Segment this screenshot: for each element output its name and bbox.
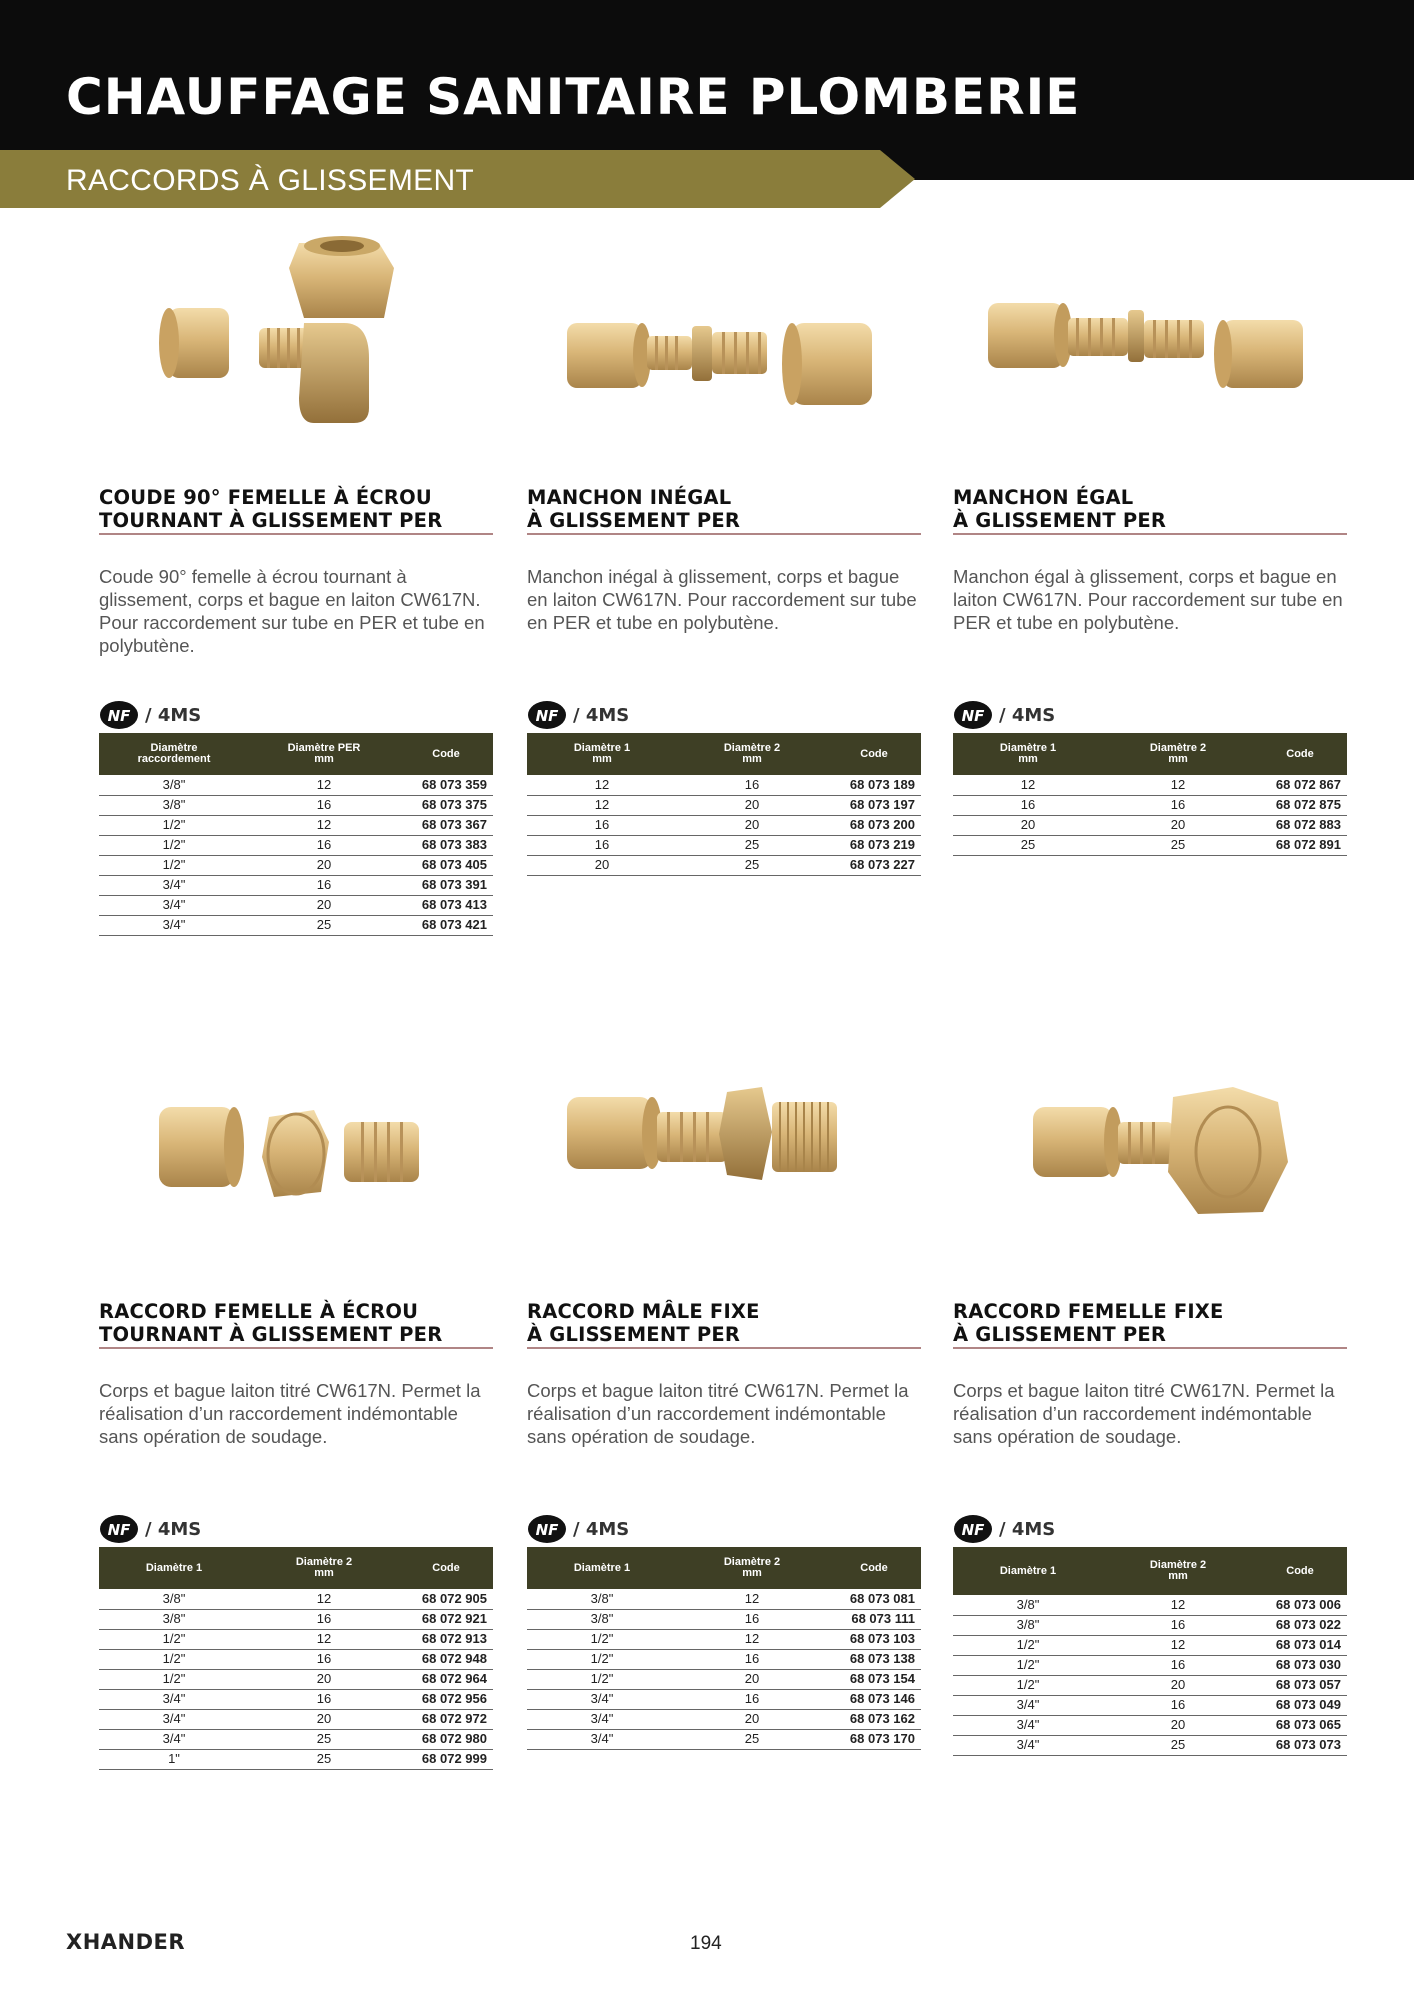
product-title: RACCORD FEMELLE À ÉCROU TOURNANT À GLISSEMENT PER <box>99 1300 443 1346</box>
table-header-row <box>99 1547 493 1589</box>
title-rule <box>527 1347 921 1349</box>
table-row: 1/2" 12 68 073 367 <box>99 815 493 835</box>
table-row: 3/4" 20 68 073 065 <box>953 1715 1347 1735</box>
table-row: 20 25 68 073 227 <box>527 855 921 875</box>
table-row: 1/2" 20 68 073 057 <box>953 1675 1347 1695</box>
table-row: 1" 25 68 072 999 <box>99 1749 493 1769</box>
table-row: 1/2" 20 68 072 964 <box>99 1669 493 1689</box>
product-photo-equal-coupling <box>953 228 1347 458</box>
table-row: 1/2" 16 68 073 138 <box>527 1649 921 1669</box>
table-row: 3/4" 16 68 072 956 <box>99 1689 493 1709</box>
table-row: 3/4" 25 68 072 980 <box>99 1729 493 1749</box>
certification: NF / 4MS <box>953 1514 1055 1544</box>
nf-logo <box>99 700 139 730</box>
product-title: COUDE 90° FEMELLE À ÉCROU TOURNANT À GLISSEMENT PER <box>99 486 443 532</box>
product-title: MANCHON ÉGAL À GLISSEMENT PER <box>953 486 1167 532</box>
svg-text:NF: NF <box>961 1521 985 1539</box>
product-description: Manchon égal à glissement, corps et bague en laiton CW617N. Pour raccordement sur tube en PER et tube en polybutène. <box>953 566 1343 633</box>
column-header: Diamètre 2 mm <box>677 1547 827 1589</box>
table-row: 3/4" 25 68 073 421 <box>99 915 493 935</box>
spec-table <box>527 1547 921 1750</box>
spec-table <box>953 733 1347 856</box>
column-header: Code <box>399 1547 493 1589</box>
product-photo-male-fitting <box>527 1042 921 1272</box>
column-header: Diamètre 1 <box>527 1547 677 1589</box>
svg-text:NF: NF <box>961 707 985 725</box>
table-header-row <box>953 1547 1347 1595</box>
table-row: 16 25 68 073 219 <box>527 835 921 855</box>
table-row: 3/8" 16 68 073 111 <box>527 1609 921 1629</box>
table-row: 3/8" 12 68 072 905 <box>99 1589 493 1609</box>
table-row: 1/2" 12 68 072 913 <box>99 1629 493 1649</box>
column-header: Diamètre PER mm <box>249 733 399 775</box>
product-description: Corps et bague laiton titré CW617N. Permet la réalisation d’un raccordement indémontable sans opération de soudage. <box>953 1380 1335 1447</box>
table-row: 3/4" 16 68 073 146 <box>527 1689 921 1709</box>
table-header-row <box>99 733 493 775</box>
table-header-row <box>527 1547 921 1589</box>
column-header: Code <box>827 1547 921 1589</box>
page-number: 194 <box>690 1933 722 1954</box>
table-row: 1/2" 20 68 073 405 <box>99 855 493 875</box>
spec-table <box>99 1547 493 1770</box>
certification: NF / 4MS <box>527 700 629 730</box>
brand-logo: XHANDER <box>66 1930 186 1954</box>
table-row: 16 20 68 073 200 <box>527 815 921 835</box>
product-title: RACCORD FEMELLE FIXE À GLISSEMENT PER <box>953 1300 1224 1346</box>
svg-text:NF: NF <box>107 707 131 725</box>
column-header: Code <box>1253 733 1347 775</box>
table-row: 3/4" 25 68 073 170 <box>527 1729 921 1749</box>
spec-table <box>99 733 493 936</box>
column-header: Diamètre 1 mm <box>953 733 1103 775</box>
title-rule <box>99 533 493 535</box>
product-card <box>99 1042 493 1772</box>
nf-logo <box>99 1514 139 1544</box>
spec-table <box>527 733 921 876</box>
table-row: 3/4" 20 68 073 162 <box>527 1709 921 1729</box>
column-header: Diamètre 1 <box>953 1547 1103 1595</box>
table-row: 3/8" 16 68 073 375 <box>99 795 493 815</box>
table-row: 20 20 68 072 883 <box>953 815 1347 835</box>
section-title: RACCORDS À GLISSEMENT <box>66 164 475 197</box>
product-card <box>953 228 1347 938</box>
table-row: 1/2" 16 68 073 030 <box>953 1655 1347 1675</box>
product-description: Corps et bague laiton titré CW617N. Permet la réalisation d’un raccordement indémontable sans opération de soudage. <box>527 1380 909 1447</box>
column-header: Diamètre 2 mm <box>1103 1547 1253 1595</box>
table-row: 3/4" 20 68 072 972 <box>99 1709 493 1729</box>
table-row: 1/2" 20 68 073 154 <box>527 1669 921 1689</box>
nf-logo <box>953 700 993 730</box>
product-photo-female-swivel-fitting <box>99 1042 493 1272</box>
nf-logo <box>527 1514 567 1544</box>
table-row: 1/2" 12 68 073 103 <box>527 1629 921 1649</box>
table-row: 12 20 68 073 197 <box>527 795 921 815</box>
column-header: Diamètre 1 mm <box>527 733 677 775</box>
title-rule <box>953 533 1347 535</box>
column-header: Diamètre 2 mm <box>1103 733 1253 775</box>
certification: NF / 4MS <box>99 700 201 730</box>
product-photo-elbow <box>99 228 493 458</box>
table-row: 3/8" 16 68 072 921 <box>99 1609 493 1629</box>
svg-text:NF: NF <box>535 1521 559 1539</box>
certification: NF / 4MS <box>527 1514 629 1544</box>
table-row: 3/4" 16 68 073 049 <box>953 1695 1347 1715</box>
table-row: 3/8" 16 68 073 022 <box>953 1615 1347 1635</box>
product-card <box>99 228 493 938</box>
svg-text:NF: NF <box>535 707 559 725</box>
table-row: 3/8" 12 68 073 006 <box>953 1595 1347 1615</box>
column-header: Diamètre raccordement <box>99 733 249 775</box>
product-card <box>527 1042 921 1772</box>
spec-table <box>953 1547 1347 1756</box>
table-row: 16 16 68 072 875 <box>953 795 1347 815</box>
product-photo-unequal-coupling <box>527 228 921 458</box>
column-header: Code <box>399 733 493 775</box>
title-rule <box>953 1347 1347 1349</box>
product-description: Coude 90° femelle à écrou tournant à glissement, corps et bague en laiton CW617N. Pour raccordement sur tube en PER et tube en polybutène. <box>99 566 485 656</box>
table-row: 3/8" 12 68 073 081 <box>527 1589 921 1609</box>
column-header: Code <box>827 733 921 775</box>
table-header-row <box>953 733 1347 775</box>
table-row: 1/2" 16 68 073 383 <box>99 835 493 855</box>
column-header: Diamètre 2 mm <box>249 1547 399 1589</box>
certification: NF / 4MS <box>953 700 1055 730</box>
table-row: 1/2" 12 68 073 014 <box>953 1635 1347 1655</box>
table-row: 25 25 68 072 891 <box>953 835 1347 855</box>
nf-logo <box>527 700 567 730</box>
product-description: Corps et bague laiton titré CW617N. Permet la réalisation d’un raccordement indémontable sans opération de soudage. <box>99 1380 481 1447</box>
product-title: MANCHON INÉGAL À GLISSEMENT PER <box>527 486 741 532</box>
title-rule <box>99 1347 493 1349</box>
column-header: Diamètre 1 <box>99 1547 249 1589</box>
title-rule <box>527 533 921 535</box>
table-row: 3/4" 20 68 073 413 <box>99 895 493 915</box>
svg-text:NF: NF <box>107 1521 131 1539</box>
column-header: Code <box>1253 1547 1347 1595</box>
page-title: CHAUFFAGE SANITAIRE PLOMBERIE <box>66 68 1081 126</box>
product-title: RACCORD MÂLE FIXE À GLISSEMENT PER <box>527 1300 760 1346</box>
table-row: 3/4" 16 68 073 391 <box>99 875 493 895</box>
table-row: 12 16 68 073 189 <box>527 775 921 795</box>
table-header-row <box>527 733 921 775</box>
product-description: Manchon inégal à glissement, corps et bague en laiton CW617N. Pour raccordement sur tube en PER et tube en polybutène. <box>527 566 917 633</box>
product-card <box>527 228 921 938</box>
product-photo-female-fixed-fitting <box>953 1042 1347 1272</box>
table-row: 3/8" 12 68 073 359 <box>99 775 493 795</box>
nf-logo <box>953 1514 993 1544</box>
product-card <box>953 1042 1347 1772</box>
table-row: 12 12 68 072 867 <box>953 775 1347 795</box>
table-row: 3/4" 25 68 073 073 <box>953 1735 1347 1755</box>
column-header: Diamètre 2 mm <box>677 733 827 775</box>
table-row: 1/2" 16 68 072 948 <box>99 1649 493 1669</box>
certification: NF / 4MS <box>99 1514 201 1544</box>
